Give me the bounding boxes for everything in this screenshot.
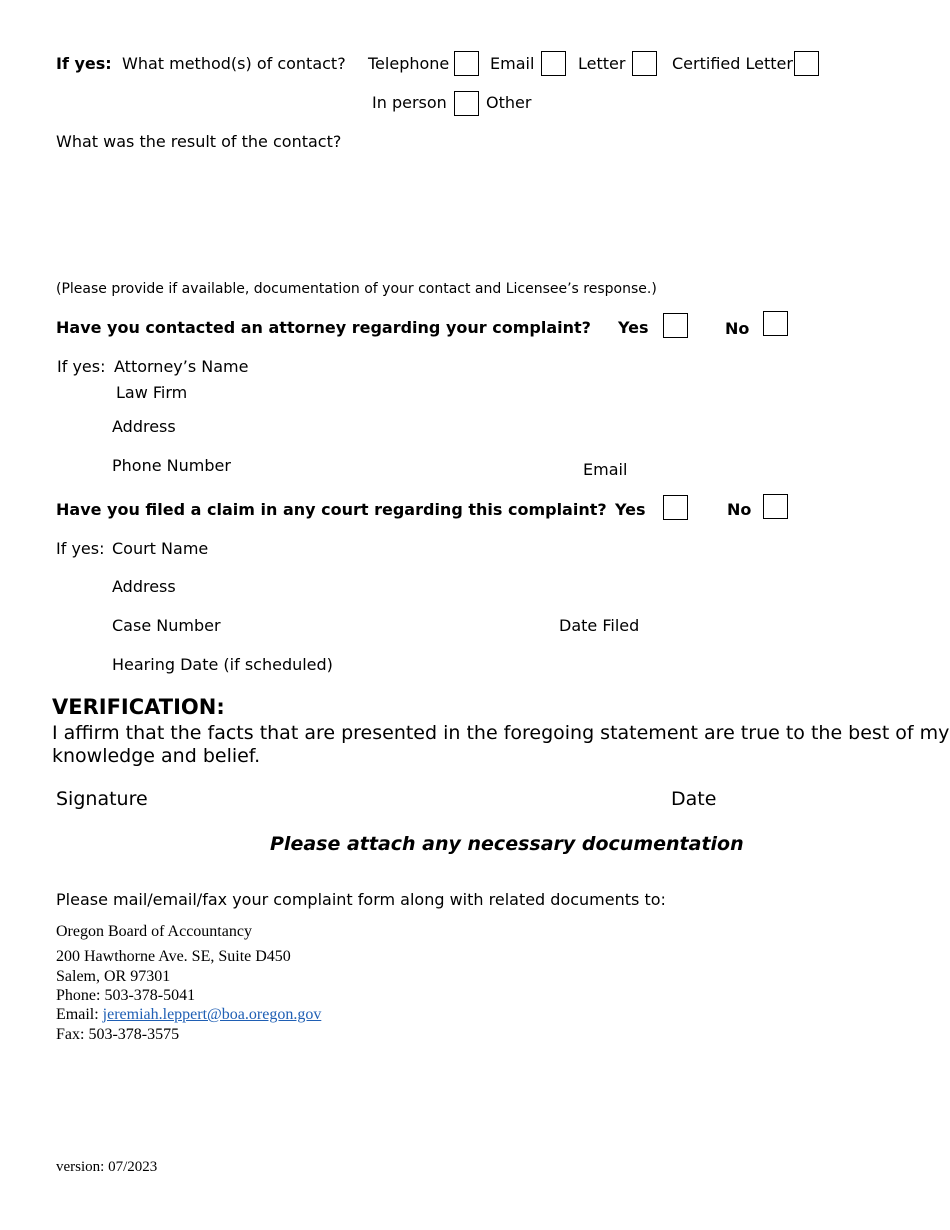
verification-date-label: Date: [671, 788, 717, 810]
attorney-yes-label: Yes: [618, 318, 649, 337]
verification-statement-line2: knowledge and belief.: [52, 745, 261, 767]
signature-field[interactable]: [150, 784, 650, 812]
org-address-line1: 200 Hawthorne Ave. SE, Suite D450: [56, 948, 291, 965]
attorney-name-label: Attorney’s Name: [114, 357, 249, 376]
method-telephone-label: Telephone: [368, 54, 450, 73]
date-filed-label: Date Filed: [559, 616, 640, 635]
org-name: Oregon Board of Accountancy: [56, 923, 252, 940]
attorney-no-label: No: [725, 319, 750, 338]
method-certified-letter-label: Certified Letter: [672, 54, 793, 73]
attorney-phone-label: Phone Number: [112, 456, 231, 475]
contact-result-question: What was the result of the contact?: [56, 132, 342, 151]
court-yes-checkbox[interactable]: [663, 495, 688, 520]
contact-if-yes-label: If yes:: [56, 54, 112, 73]
org-email-link[interactable]: jeremiah.leppert@boa.oregon.gov: [102, 1006, 322, 1023]
org-phone: Phone: 503-378-5041: [56, 987, 196, 1004]
hearing-date-label: Hearing Date (if scheduled): [112, 655, 333, 674]
method-letter-label: Letter: [578, 54, 626, 73]
org-address-line2: Salem, OR 97301: [56, 968, 171, 985]
org-email-prefix: Email:: [56, 1006, 103, 1023]
documentation-note: (Please provide if available, documentation of your contact and Licensee’s response.): [56, 281, 657, 297]
mailing-instruction: Please mail/email/fax your complaint form along with related documents to:: [56, 890, 666, 909]
method-letter-checkbox[interactable]: [632, 51, 657, 76]
version-label: version: 07/2023: [56, 1159, 158, 1175]
attorney-email-label: Email: [583, 460, 628, 479]
org-fax: Fax: 503-378-3575: [56, 1026, 180, 1043]
attorney-address-label: Address: [112, 417, 176, 436]
method-in-person-label: In person: [372, 93, 447, 112]
contact-result-field[interactable]: [56, 152, 896, 272]
signature-label: Signature: [56, 788, 148, 810]
attorney-no-checkbox[interactable]: [763, 311, 788, 336]
court-address-label: Address: [112, 577, 176, 596]
court-no-checkbox[interactable]: [763, 494, 788, 519]
court-question: Have you filed a claim in any court regarding this complaint?: [56, 500, 607, 519]
court-no-label: No: [727, 500, 752, 519]
method-certified-letter-checkbox[interactable]: [794, 51, 819, 76]
law-firm-label: Law Firm: [116, 383, 188, 402]
attorney-yes-checkbox[interactable]: [663, 313, 688, 338]
verification-heading: VERIFICATION:: [52, 695, 225, 719]
contact-method-question: What method(s) of contact?: [122, 54, 346, 73]
attorney-question: Have you contacted an attorney regarding your complaint?: [56, 318, 591, 337]
method-telephone-checkbox[interactable]: [454, 51, 479, 76]
verification-date-field[interactable]: [722, 784, 892, 812]
court-yes-label: Yes: [615, 500, 646, 519]
method-email-label: Email: [490, 54, 535, 73]
case-number-label: Case Number: [112, 616, 221, 635]
court-name-label: Court Name: [112, 539, 209, 558]
attach-documentation-note: Please attach any necessary documentation: [270, 833, 744, 855]
method-in-person-checkbox[interactable]: [454, 91, 479, 116]
method-other-label: Other: [486, 93, 532, 112]
court-if-yes-label: If yes:: [56, 539, 105, 558]
method-email-checkbox[interactable]: [541, 51, 566, 76]
org-email-line: [56, 1006, 321, 1024]
verification-statement-line1: I affirm that the facts that are presented in the foregoing statement are true to the best of my: [52, 722, 950, 744]
attorney-if-yes-label: If yes:: [57, 357, 106, 376]
